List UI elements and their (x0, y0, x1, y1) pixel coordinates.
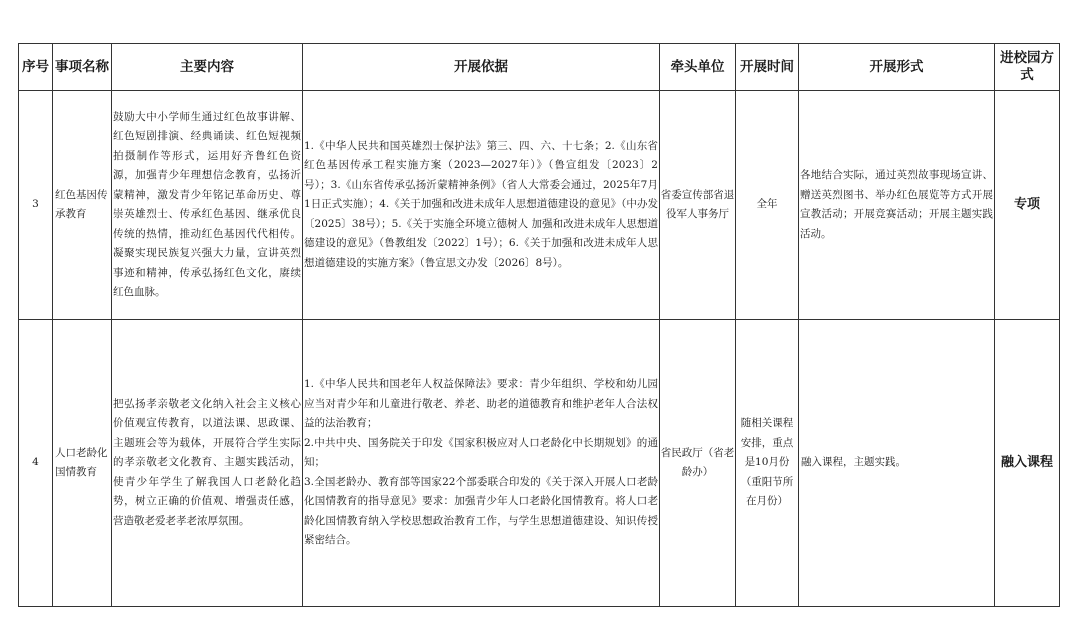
basis-item: 1.《中华人民共和国老年人权益保障法》要求：青少年组织、学校和幼儿园应当对青少年和儿童进行敬老、养老、助老的道德教育和维护老年人合法权益的法治教育； (304, 378, 658, 430)
row-form: 融入课程，主题实践。 (799, 320, 995, 607)
row-no: 3 (19, 91, 53, 320)
header-basis: 开展依据 (303, 44, 660, 91)
header-content: 主要内容 (112, 44, 303, 91)
row-item: 红色基因传承教育 (53, 91, 112, 320)
header-mode: 进校园方式 (995, 44, 1060, 91)
basis-item: 3.全国老龄办、教育部等国家22个部委联合印发的《关于深入开展人口老龄化国情教育的指导意见》要求：加强青少年人口老龄化国情教育。将人口老龄化国情教育纳入学校思想政治教育工作，与学生思想道德建设、知识传授紧密结合。 (304, 475, 658, 547)
row-lead: 省委宣传部省退役军人事务厅 (660, 91, 736, 320)
row-time: 全年 (736, 91, 799, 320)
row-content: 把弘扬孝亲敬老文化纳入社会主义核心价值观宣传教育，以道法课、思政课、主题班会等为载体，开展符合学生实际的孝亲敬老文化教育、主题实践活动，使青少年学生了解我国人口老龄化趋势，树立正确的价值观、增强责任感，营造敬老爱老孝老浓厚氛围。 (112, 320, 303, 607)
row-mode: 专项 (995, 91, 1060, 320)
header-lead: 牵头单位 (660, 44, 736, 91)
row-basis: 1.《中华人民共和国英雄烈士保护法》第三、四、六、十七条；2.《山东省红色基因传承工程实施方案（2023—2027年）》（鲁宣组发〔2023〕2号）；3.《山东省传承弘扬沂蒙精神条例》（省人大常委会通过，2025年7月1日正式实施）；4.《关于加强和改进未成年人思想道德建设的意见》（中办发〔2025〕38号）；5.《关于实施全环境立德树人 加强和改进未成年人思想道德建设的意见》（鲁教组发〔2022〕1号）；6.《关于加强和改进未成年人思想道德建设的实施方案》（鲁宣思文办发〔2026〕8号）。 (303, 91, 660, 320)
row-mode: 融入课程 (995, 320, 1060, 607)
header-row (19, 44, 1060, 91)
row-content: 鼓励大中小学师生通过红色故事讲解、红色短剧排演、经典诵读、红色短视频拍摄制作等形式，运用好齐鲁红色资源，加强青少年理想信念教育，弘扬沂蒙精神，激发青少年铭记革命历史、尊崇英雄烈士、传承红色基因、继承优良传统的热情，推动红色基因代代相传。凝聚实现民族复兴强大力量，宣讲英烈事迹和精神，传承弘扬红色文化，赓续红色血脉。 (112, 91, 303, 320)
row-item: 人口老龄化国情教育 (53, 320, 112, 607)
basis-item: 2.中共中央、国务院关于印发《国家积极应对人口老龄化中长期规划》的通知； (304, 436, 658, 469)
header-no: 序号 (19, 44, 53, 91)
row-lead: 省民政厅（省老龄办） (660, 320, 736, 607)
table-row (19, 320, 1060, 607)
row-time: 随相关课程安排，重点是10月份（重阳节所在月份） (736, 320, 799, 607)
row-basis (303, 320, 660, 607)
header-item: 事项名称 (53, 44, 112, 91)
row-form: 各地结合实际，通过英烈故事现场宣讲、赠送英烈图书、举办红色展览等方式开展宣教活动；开展竞赛活动；开展主题实践活动。 (799, 91, 995, 320)
work-plan-table (18, 43, 1060, 607)
header-time: 开展时间 (736, 44, 799, 91)
header-form: 开展形式 (799, 44, 995, 91)
row-no: 4 (19, 320, 53, 607)
table-row (19, 91, 1060, 320)
